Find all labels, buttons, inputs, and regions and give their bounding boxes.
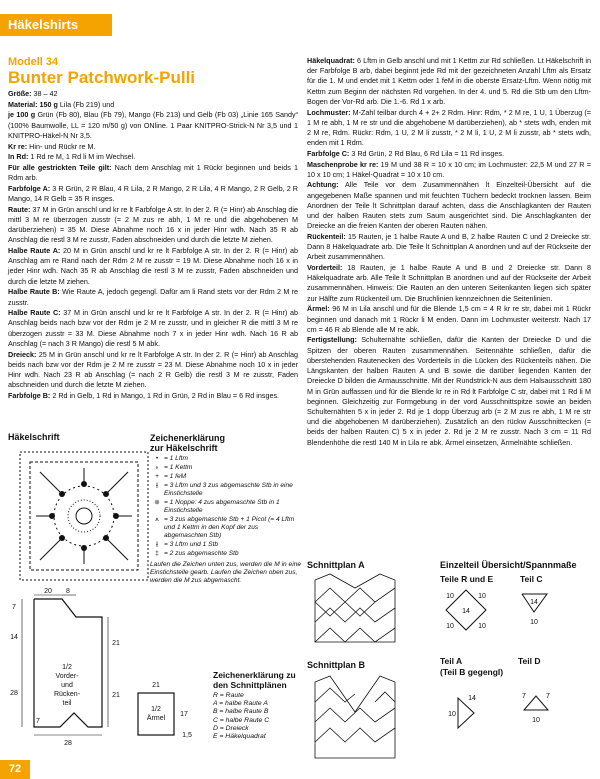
dim-20: 20 — [44, 588, 52, 595]
dim-21a: 21 — [112, 640, 120, 647]
legend-text: = 1 Kettm — [164, 464, 193, 471]
paragraph-label: Lochmuster: — [307, 107, 351, 117]
paragraph-label: Halbe Raute C: — [8, 308, 61, 318]
crochet-legend — [150, 433, 302, 585]
part-c-10: 10 — [530, 619, 538, 626]
part-d-heading: Teil D — [518, 656, 541, 666]
legend-title-2: zur Häkelschrift — [150, 443, 218, 453]
paragraph-text: Grün (Fb 80), Blau (Fb 79), Mango (Fb 213) und Gelb (Fb 03) „Linie 165 Sandy“ (100% Baumwolle, LL = 120 m/50 g) von ONline. 1 Paar KNITPRO-Strick-N Nr 3,5 und 1 KNITPRO-Häkel-N Nr 3,5. — [8, 110, 298, 140]
legend-row — [150, 550, 302, 558]
section-banner: Häkelshirts — [0, 14, 112, 36]
legend-symbol-icon: ⫲ — [155, 541, 159, 548]
right-paragraphs-item — [307, 160, 591, 180]
paragraph-text: Schulternähte schließen, dafür die Kanten der Dreiecke D und die Spitzen der oberen Rauten zusammennähen. Seitennähte schließen, dafür die überstehenden Rautenecken des Vorderteils in die Lücken des Rückenteils nähen. Die Längskanten der halben Rauten A und B sowie die darüber liegenden Kanten der Dreiecke D bilden die Armausschnitte. Mit der Rundstrick-N aus dem Halsausschnitt 180 M in Grün auffassen und für die Blende kr re in Rd lt Farbfolge C str, dabei mit 1 Rd li M beginnen. Gleichzeitig zur Formgebung in der vord Ausschnittspitze sowie an beiden Schulternähten 5 x in jeder 2. Rd je 1 dopp Überzug arb (= 2 M zus re abh, 1 M re str und die abgehobenen M darüberziehen). Zusätzlich an den rückw Ausschnittecken (= beids der halben Rauten C) 5 x in jeder 2. Rd je 2 M re zusstr. Nach 3 cm = 11 Rd Blendenhöhe die restl 140 M in Lila re abk. Ärmel einsetzen, Ärmelnähte schließen. — [307, 335, 591, 447]
legend-note: Laufen die Zeichen unten zus, werden die M in eine Einstichstelle gearb. Laufen die Zeichen oben zus, werden die M zus abgemascht. — [150, 561, 302, 584]
legend-row — [150, 473, 302, 481]
parts-overview-heading: Einzelteil Übersicht/Spannmaße — [440, 560, 577, 570]
sleeve-label-1: 1/2 — [151, 706, 161, 713]
left-paragraphs-item — [8, 391, 298, 401]
paragraph-text: 19 M und 38 R = 10 x 10 cm; im Lochmuster: 22,5 M und 27 R = 10 x 10 cm; 1 Häkel-Quadrat = 10 x 10 cm. — [307, 159, 591, 179]
sleeve-width: 21 — [152, 682, 160, 689]
left-paragraphs-item — [8, 142, 298, 152]
part-a-heading: Teil A — [440, 656, 463, 666]
body-outline — [34, 599, 102, 727]
legend-items — [150, 455, 302, 558]
part-d-10: 10 — [532, 717, 540, 724]
sleeve-height: 17 — [180, 711, 188, 718]
crochet-chart-heading: Häkelschrift — [8, 432, 60, 442]
right-paragraphs-item — [307, 304, 591, 335]
page-number: 72 — [0, 760, 30, 779]
plan-b-diagram — [310, 672, 400, 762]
right-paragraphs-item — [307, 180, 591, 231]
dim-7a: 7 — [12, 604, 16, 611]
paragraph-text: 96 M in Lila anschl und für die Blende 1,5 cm = 4 R kr re str, dabei mit 1 Rückr beginnen und danach mit 1 Rückr li M enden. Dann im Lochmuster weiterstr. Nach 17 cm = 46 R ab Blende alle M re abk. — [307, 304, 591, 334]
dim-8: 8 — [66, 588, 70, 595]
paragraph-label: Rückenteil: — [307, 231, 346, 241]
plan-a-diagram — [310, 572, 400, 648]
plan-legend-item: B = halbe Raute B — [213, 708, 269, 716]
crochet-chart — [14, 446, 154, 586]
paragraph-label: Raute: — [8, 204, 31, 214]
part-d-7b: 7 — [546, 693, 550, 700]
part-a-10: 10 — [448, 711, 456, 718]
paragraph-text: 25 M in Grün anschl und kr re lt Farbfolge A str. In der 2. R (= Hinr) ab Anschlag beids nach bzw vor der Rdm je 2 M re zusstr = 23 M. Diese Abnahme noch 10 x in jeder Hinr wdh. Nach 23 R ab Anschlag (= nach 2 R Gelb) die restl 3 M re zusstr, Faden abschneiden und durch die letzte M ziehen. — [8, 349, 298, 390]
part-r-10d: 10 — [478, 623, 486, 630]
dim-14: 14 — [10, 634, 18, 641]
left-paragraphs-item — [8, 350, 298, 391]
paragraph-label: In Rd: — [8, 152, 29, 162]
page-title: Bunter Patchwork-Pulli — [8, 68, 196, 87]
paragraph-label: Größe: — [8, 89, 32, 98]
left-paragraphs-item — [8, 152, 298, 162]
paragraph-label: Halbe Raute B: — [8, 287, 60, 297]
right-paragraphs-item — [307, 263, 591, 304]
paragraph-text: 2 Rd in Gelb, 1 Rd in Mango, 1 Rd in Grün, 2 Rd in Blau = 6 Rd insges. — [50, 390, 280, 400]
paragraph-text: 3 Rd Grün, 2 Rd Blau, 6 Rd Lila = 11 Rd insges. — [349, 148, 505, 158]
part-a-sub-heading: (Teil B gegengl) — [440, 667, 504, 677]
right-column — [307, 56, 591, 448]
plan-legend-item: R = Raute — [213, 692, 244, 699]
plan-legend-item: C = halbe Raute C — [213, 716, 270, 724]
legend-symbol-icon: ⊚ — [154, 499, 160, 506]
left-body — [8, 89, 298, 401]
part-r-10a: 10 — [446, 593, 454, 600]
left-column — [8, 56, 298, 402]
schematic-body — [4, 587, 204, 757]
dim-7b: 7 — [36, 718, 40, 725]
plan-a-heading: Schnittplan A — [307, 560, 365, 570]
part-r-10c: 10 — [446, 623, 454, 630]
model-number: Modell 34 — [8, 56, 59, 68]
paragraph-label: Halbe Raute A: — [8, 246, 61, 256]
paragraph-text: 37 M in Grün anschl und kr re lt Farbfolge A str. In der 2. R (= Hinr) ab Anschlag beids nach bzw vor der Rdm je 2 M re zusstr, und in gleicher R die mittl 3 M re überzogen zusstr = 33 M. Diese Abnahme noch 7 x in jeder Hinr wdh. Nach 16 R ab Anschlag (= nach 3 R Mango) die restl 5 M abk. — [8, 308, 298, 348]
left-paragraphs-item — [8, 246, 298, 287]
plan-legend-title-1: Zeichenerklärung zu — [213, 670, 296, 680]
part-r-14: 14 — [462, 608, 470, 615]
dim-28a: 28 — [10, 690, 18, 697]
body-label-1: 1/2 — [62, 664, 72, 671]
left-paragraphs-item — [8, 89, 298, 99]
paragraph-label: Kr re: — [8, 141, 28, 151]
part-c-14: 14 — [530, 599, 538, 606]
legend-title-1: Zeichenerklärung — [150, 433, 226, 443]
dim-28b: 28 — [64, 740, 72, 747]
paragraph-text: 3 R Grün, 2 R Blau, 4 R Lila, 2 R Mango, 2 R Lila, 4 R Mango, 2 R Gelb, 2 R Mango, 14 R Gelb = 35 R insges. — [8, 183, 298, 204]
legend-row — [150, 464, 302, 472]
plan-legend-item: D = Dreieck — [213, 724, 249, 732]
right-paragraphs-item — [307, 335, 591, 447]
right-paragraphs-item — [307, 56, 591, 107]
left-paragraphs-item — [8, 163, 298, 183]
sleeve-label-2: Ärmel — [146, 715, 166, 722]
paragraph-label: Ärmel: — [307, 304, 330, 314]
legend-text: = 3 zus abgemaschte Stb + 1 Picot (= 4 Lftm und 1 Kettm in den Kopf der zus abgemaschten Stb) — [164, 516, 295, 539]
left-paragraphs-item — [8, 205, 298, 246]
body-label-5: teil — [62, 700, 72, 707]
left-paragraphs-item — [8, 184, 298, 204]
part-a-outline — [458, 698, 474, 728]
legend-symbol-icon: ⫲ — [155, 482, 159, 489]
legend-row — [150, 482, 302, 498]
legend-symbol-icon: ∘ — [154, 464, 160, 471]
paragraph-text: Hin- und Rückr re M. — [27, 141, 96, 151]
sleeve-band: 1,5 — [182, 732, 192, 739]
body-label-4: Rücken- — [53, 691, 81, 698]
body-label-2: Vorder- — [55, 673, 79, 680]
plan-b-heading: Schnittplan B — [307, 660, 365, 670]
paragraph-text: 18 Rauten, je 1 halbe Raute A und B und 2 Dreiecke str. Dann 8 Häkelquadrate arb. Alle Teile lt Schnittplan B anordnen und auf der Rückseite der Arbeit zusammennähen. Hinweis: Die Rauten an den unteren Seitenkanten liegen sich später zur Hälfte zum Rückenteil um. Die Bruchlinien kennzeichnen die Seitenlinien. — [307, 263, 591, 303]
paragraph-label: Häkelquadrat: — [307, 56, 355, 65]
legend-text: = 1 Lftm — [164, 455, 189, 462]
paragraph-text: 37 M in Grün anschl und kr re lt Farbfolge A str. In der 2. R (= Hinr) ab Anschlag die mittl 3 M re überzogen zusstr (= 2 M zus re abh, 1 M re und die abgehobenen M darüberziehen) = 35 M. Diese Abnahme noch 16 x in jeder Hinr wdh. Nach 35 R ab Anschlag die restl 3 M re zusstr, Faden abschneiden und durch die letzte M ziehen. — [8, 204, 298, 245]
paragraph-label: Dreieck: — [8, 349, 37, 359]
paragraph-label: Fertigstellung: — [307, 335, 357, 345]
paragraph-text: 6 Lftm in Gelb anschl und mit 1 Kettm zur Rd schließen. Lt Häkelschrift in der Farbfolge B arb, dabei beginnt jede Rd mit der gezeichneten Anzahl Lftm als Ersatz für die 1. M und endet mit 1 Kettm oder 1 feM in die oberste Ersatz-Lftm. Wenn nötig mit Kettm zum Beginn der nächsten Rd vorgehen. In der 4. und 5. Rd die Stb um den Lftm-Bogen der Vor-Rd arb. Die 1.-6. Rd 1 x arb. — [307, 56, 591, 106]
plan-legend-title-2: den Schnittplänen — [213, 680, 287, 690]
paragraph-text: Alle Teile vor dem Zusammennähen lt Einzelteil-Übersicht auf die angegebenen Maße spannen und mit feuchten Tüchern bedeckt trocknen lassen. Beim Anordnen der Teile lt Schnittplan darauf achten, dass die Anschlagkanten der Rauten und der halben Rauten stets zum Saum ausgerichtet sind. Die Anschlagkanten der Dreiecke an die freien Kanten der oberen Rauten nähen. — [307, 180, 591, 231]
left-paragraphs-item — [8, 100, 298, 110]
paragraph-label: je 100 g — [8, 110, 36, 120]
paragraph-text: M-Zahl teilbar durch 4 + 2+ 2 Rdm. Hinr: Rdm, * 2 M re, 1 U, 1 Überzug (= 1 M re abh, 1 M re str und die abgehobene M darüberziehen), ab * stets wdh, enden mit 2 M re, Rdm. Rückr: Rdm, 1 U, 2 M li zusstr, * 2 M li, 1 U, 2 M li zusstr, ab * stets wdh, enden mit 1 Rdm. — [307, 107, 591, 148]
part-a-14: 14 — [468, 695, 476, 702]
sleeve-outline — [138, 693, 174, 735]
paragraph-text: 15 Rauten, je 1 halbe Raute A und B, 2 halbe Rauten C und 2 Dreiecke str. Dann 8 Häkelquadrate arb. Die Teile lt Schnittplan A anordnen und auf der Rückseite der Arbeit zusammennähen. — [307, 231, 591, 262]
legend-symbol-icon: ⩚ — [155, 516, 159, 523]
right-paragraphs-item — [307, 149, 591, 159]
left-paragraphs-item — [8, 110, 298, 141]
plan-b-outline — [315, 676, 395, 758]
paragraph-text: Lila (Fb 219) und — [57, 99, 115, 109]
chart-center-ring — [76, 508, 92, 524]
part-d-7a: 7 — [522, 693, 526, 700]
part-r-e-heading: Teile R und E — [440, 574, 494, 584]
parts-diagram-1 — [432, 584, 592, 654]
paragraph-label: Farbfolge C: — [307, 148, 350, 158]
paragraph-text: 38 – 42 — [31, 89, 58, 98]
chart-round-2 — [68, 500, 100, 532]
legend-row — [150, 516, 302, 540]
paragraph-text: 1 Rd re M, 1 Rd li M im Wechsel. — [28, 152, 136, 162]
legend-symbol-icon: ‡ — [155, 550, 159, 557]
plan-legend-item: E = Häkelquadrat — [213, 733, 266, 741]
right-body — [307, 56, 591, 448]
part-d-outline — [524, 696, 548, 710]
plan-legend-items — [213, 692, 303, 741]
left-paragraphs-item — [8, 287, 298, 307]
legend-row — [150, 499, 302, 515]
plan-legend — [213, 670, 303, 741]
dim-21b: 21 — [112, 692, 120, 699]
plan-legend-item: A = halbe Raute A — [213, 700, 268, 708]
paragraph-label: Achtung: — [307, 180, 339, 190]
paragraph-label: Vorderteil: — [307, 263, 343, 273]
legend-text: = 2 zus abgemaschte Stb — [164, 550, 239, 557]
paragraph-text: Nach dem Anschlag mit 1 Rückr beginnen und beids 1 Rdm arb. — [8, 162, 298, 183]
legend-row — [150, 541, 302, 549]
part-r-10b: 10 — [478, 593, 486, 600]
legend-text: = 1 Noppe: 4 zus abgemaschte Stb in 1 Einstichstelle — [164, 499, 280, 514]
paragraph-label: Farbfolge A: — [8, 183, 51, 193]
paragraph-label: Material: 150 g — [8, 99, 58, 109]
paragraph-text: 20 M in Grün anschl und kr re lt Farbfolge A str. In der 2. R (= Hinr) ab Anschlag am re Rand nach der Rdm 2 M re zusstr = 19 M. Diese Abnahme noch 16 x in jeder Hinr wdh. Nach 35 R ab Anschlag die restl 3 M re zusstr, Faden abschneiden und durch die letzte M ziehen. — [8, 246, 298, 286]
body-label-3: und — [61, 682, 73, 689]
right-paragraphs-item — [307, 108, 591, 149]
legend-text: = 3 Lftm und 1 Stb — [164, 541, 219, 548]
legend-symbol-icon: + — [155, 473, 159, 480]
paragraph-text: Wie Raute A, jedoch gegengl. Dafür am li Rand stets vor der Rdm 2 M re zusstr. — [8, 287, 298, 307]
legend-text: = 1 feM — [164, 473, 187, 480]
legend-symbol-icon: • — [155, 455, 159, 462]
plan-a-outline — [315, 574, 395, 642]
left-paragraphs-item — [8, 308, 298, 349]
parts-diagram-2 — [432, 678, 592, 748]
legend-text: = 3 Lftm und 3 zus abgemaschte Stb in eine Einstichstelle — [164, 482, 293, 497]
paragraph-label: Maschenprobe kr re: — [307, 159, 379, 169]
paragraph-label: Farbfolge B: — [8, 390, 51, 400]
right-paragraphs-item — [307, 232, 591, 263]
part-c-heading: Teil C — [520, 574, 543, 584]
legend-row — [150, 455, 302, 463]
paragraph-label: Für alle gestrickten Teile gilt: — [8, 162, 112, 172]
